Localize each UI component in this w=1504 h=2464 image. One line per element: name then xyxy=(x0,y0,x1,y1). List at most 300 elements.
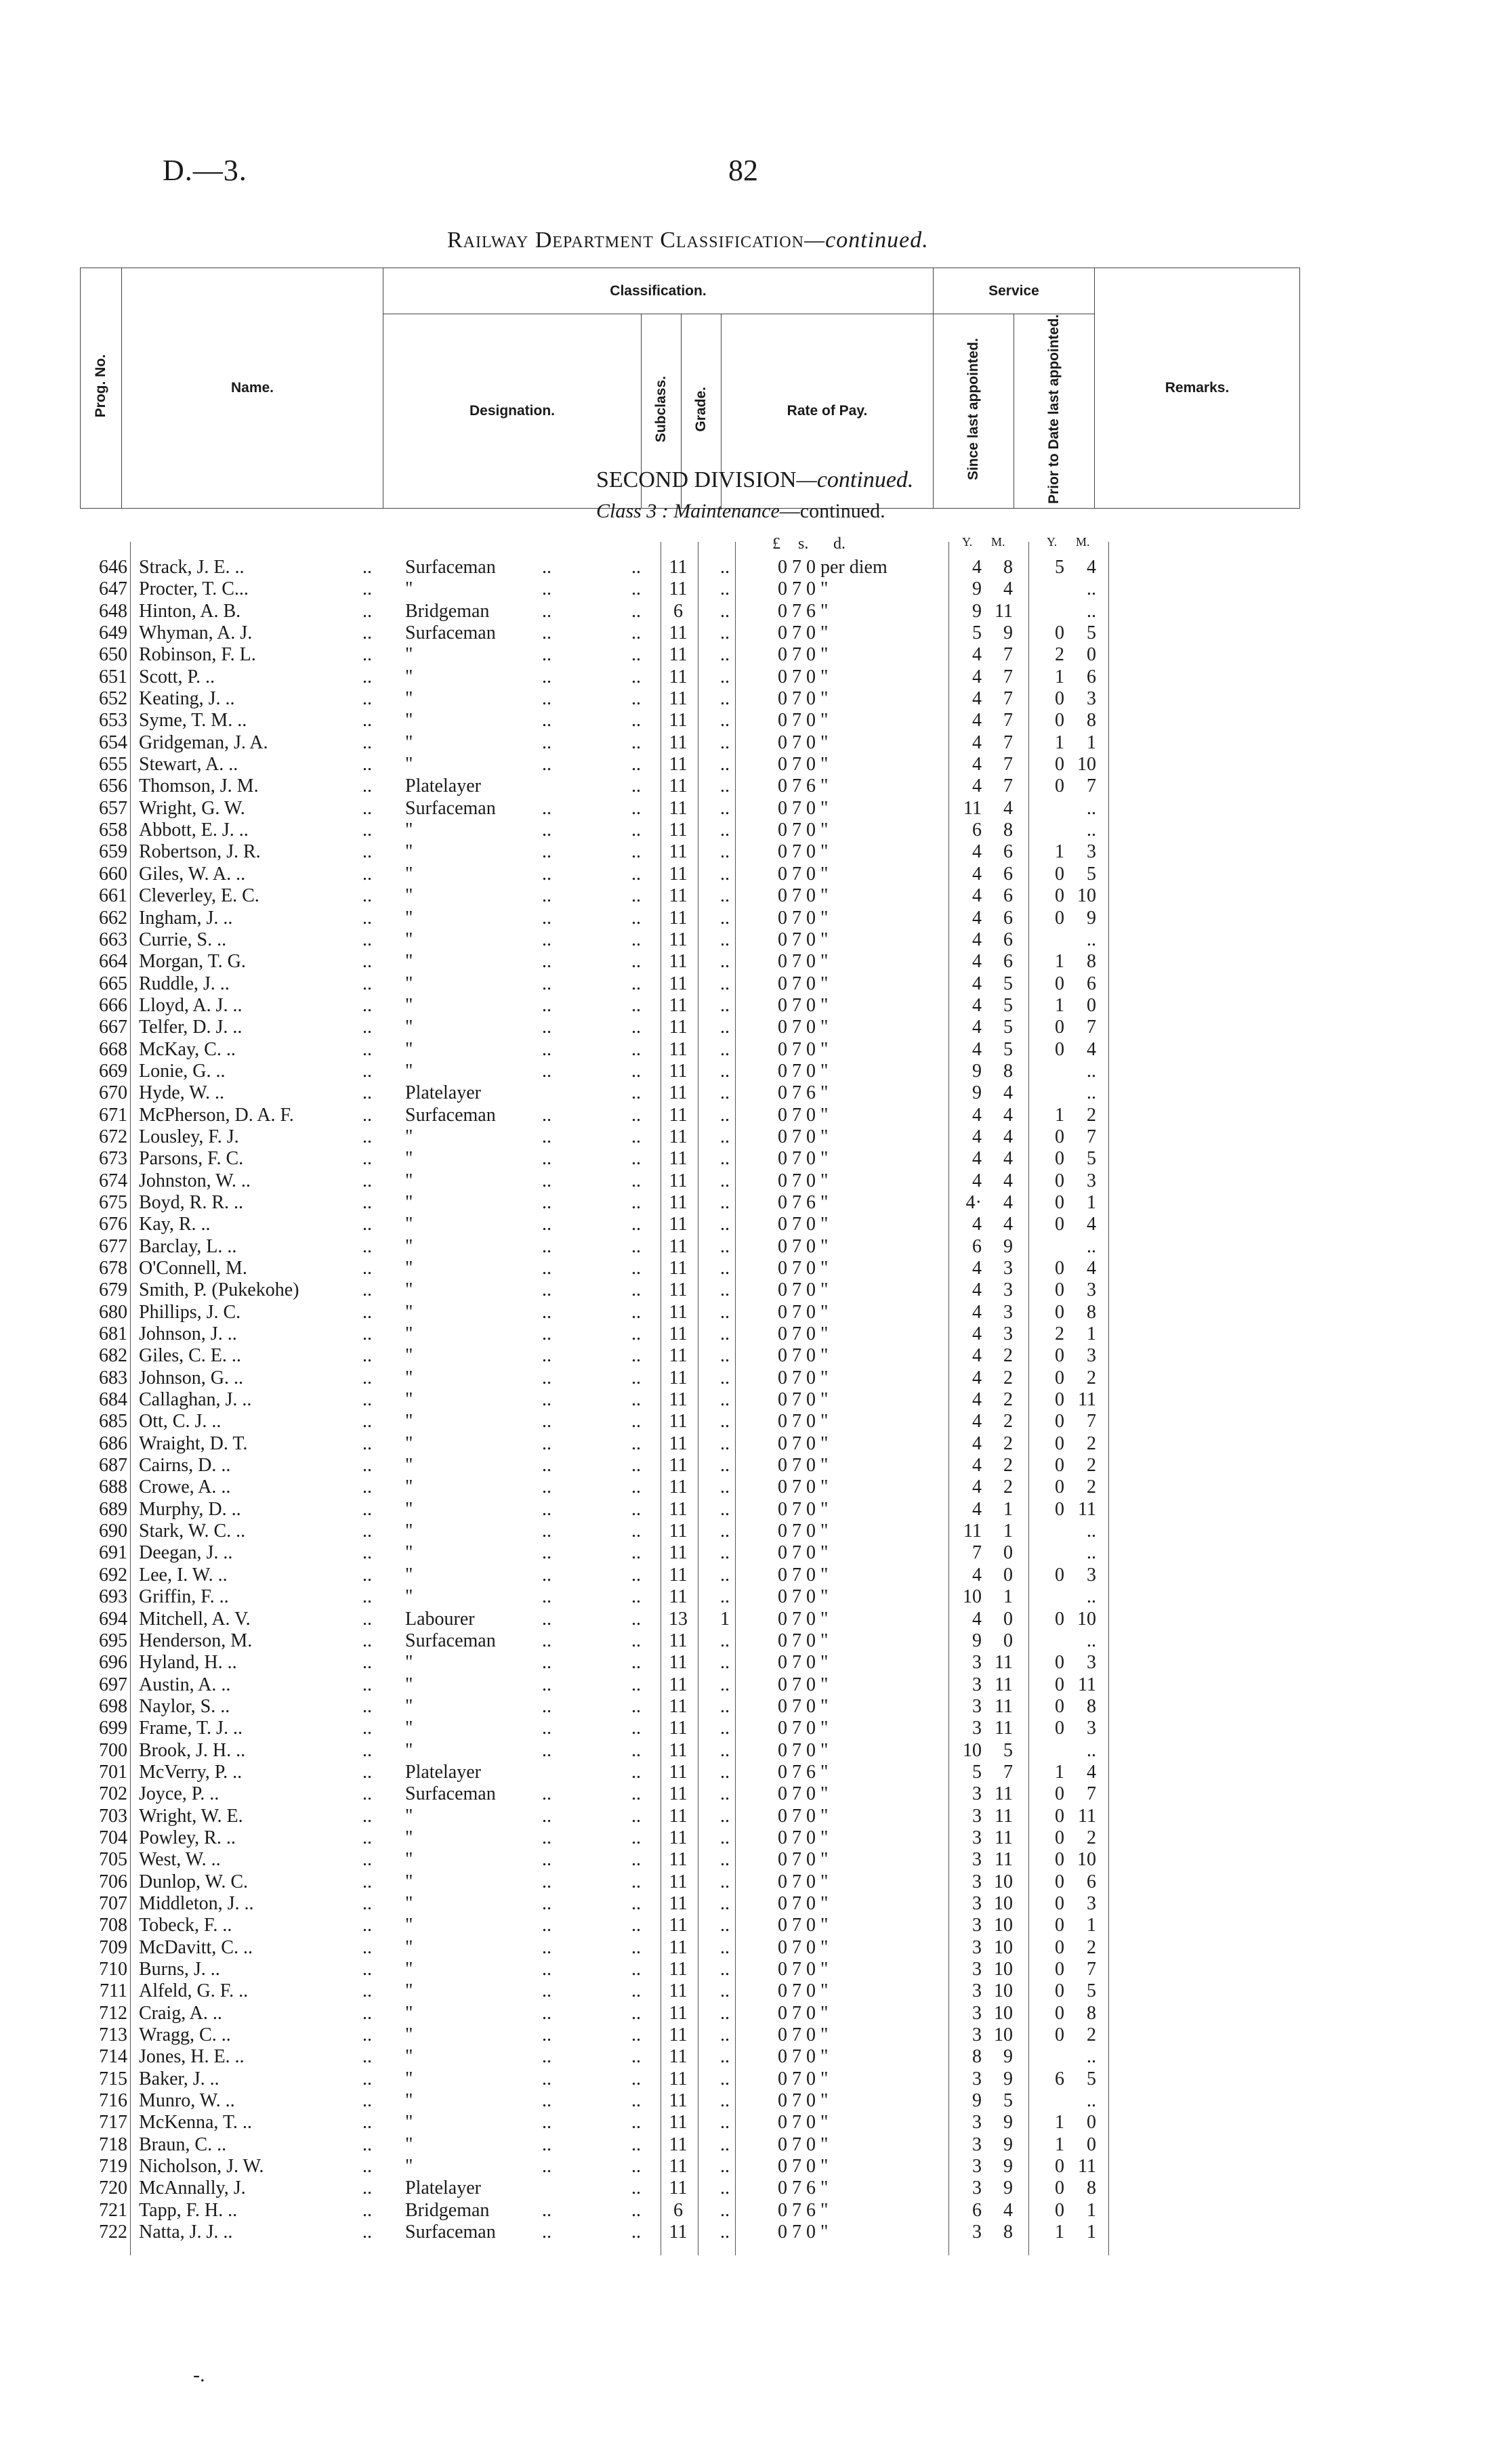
designation: " xyxy=(405,973,413,994)
subclass: 11 xyxy=(669,1345,688,1367)
grade: .. xyxy=(720,1148,730,1170)
rate-of-pay: 0 7 6 " xyxy=(778,1082,829,1104)
employee-name: Middleton, J. .. xyxy=(139,1892,254,1914)
leader-dots: .. xyxy=(362,1521,372,1542)
prior-months: 0 xyxy=(1087,644,1096,666)
grade: .. xyxy=(720,1827,730,1848)
employee-name: Hyland, H. .. xyxy=(139,1652,237,1674)
table-row xyxy=(0,1893,1504,1915)
since-years: 4 xyxy=(972,1148,982,1170)
table-row xyxy=(0,1959,1504,1980)
table-row xyxy=(0,1302,1504,1323)
table-row xyxy=(0,2200,1504,2222)
leader-dots: .. xyxy=(542,1345,551,1367)
prior-years: 0 xyxy=(1055,1849,1064,1871)
leader-dots: .. xyxy=(362,1980,372,2002)
leader-dots: .. xyxy=(542,1652,551,1674)
since-months: 10 xyxy=(994,1959,1013,1980)
employee-name: McDavitt, C. .. xyxy=(139,1936,253,1958)
leader-dots: .. xyxy=(362,1542,372,1564)
leader-dots: .. xyxy=(542,557,551,578)
leader-dots: .. xyxy=(362,2024,372,2046)
leader-dots: .. xyxy=(542,1827,551,1848)
leader-dots: .. xyxy=(362,820,372,841)
prog-no: 695 xyxy=(99,1630,127,1651)
grade: .. xyxy=(720,578,730,600)
table-row xyxy=(0,666,1504,688)
since-months: 11 xyxy=(995,1695,1013,1717)
since-years: 4 xyxy=(972,1170,982,1191)
designation: " xyxy=(405,1739,413,1761)
employee-name: Wragg, C. .. xyxy=(139,2024,231,2046)
subclass: 11 xyxy=(669,1871,688,1892)
leader-dots: .. xyxy=(631,710,641,731)
since-months: 1 xyxy=(1003,1498,1013,1520)
leader-dots: .. xyxy=(631,994,641,1016)
prog-no: 710 xyxy=(99,1959,127,1980)
subclass: 11 xyxy=(669,1367,688,1388)
since-months: 10 xyxy=(994,1915,1013,1936)
leader-dots: .. xyxy=(631,1936,641,1958)
since-months: 5 xyxy=(1003,973,1013,994)
prog-no: 683 xyxy=(99,1367,127,1388)
since-months: 9 xyxy=(1003,2178,1013,2199)
leader-dots: .. xyxy=(631,797,641,819)
leader-dots: .. xyxy=(542,1630,551,1651)
table-row xyxy=(0,1980,1504,2002)
since-years: 4 xyxy=(972,1279,982,1301)
grade: .. xyxy=(720,1564,730,1586)
table-row xyxy=(0,2222,1504,2243)
rate-of-pay: 0 7 0 " xyxy=(778,644,829,666)
prior-months: 5 xyxy=(1087,622,1096,644)
leader-dots: .. xyxy=(542,1455,551,1477)
since-years: 4 xyxy=(972,731,982,753)
prior-years: 0 xyxy=(1055,1191,1064,1213)
subclass: 11 xyxy=(669,1104,688,1126)
prior-months: .. xyxy=(1087,2090,1096,2112)
grade: .. xyxy=(720,754,730,776)
table-row xyxy=(0,1236,1504,1258)
since-years: 4 xyxy=(972,1564,982,1586)
designation: " xyxy=(405,1586,413,1608)
leader-dots: .. xyxy=(362,1170,372,1191)
leader-dots: .. xyxy=(542,929,551,950)
since-years: 4 xyxy=(972,776,982,797)
since-months: 10 xyxy=(994,1936,1013,1958)
leader-dots: .. xyxy=(362,2090,372,2112)
rate-of-pay: 0 7 6 " xyxy=(778,2178,829,2199)
leader-dots: .. xyxy=(542,2024,551,2046)
leader-dots: .. xyxy=(631,578,641,600)
rate-of-pay: 0 7 6 " xyxy=(778,600,829,622)
subclass: 11 xyxy=(669,2133,688,2155)
prog-no: 675 xyxy=(99,1191,127,1213)
grade: .. xyxy=(720,1805,730,1827)
since-years: 3 xyxy=(972,1695,982,1717)
since-years: 4 xyxy=(972,1301,982,1323)
prior-months: 3 xyxy=(1087,1564,1096,1586)
rate-of-pay: 0 7 0 " xyxy=(778,1892,829,1914)
employee-name: Abbott, E. J. .. xyxy=(139,820,249,841)
since-years: 4 xyxy=(972,863,982,885)
subclass: 11 xyxy=(669,1980,688,2002)
leader-dots: .. xyxy=(362,2156,372,2178)
subclass: 11 xyxy=(669,1892,688,1914)
prior-months: 8 xyxy=(1087,1301,1096,1323)
leader-dots: .. xyxy=(542,1367,551,1388)
leader-dots: .. xyxy=(631,1783,641,1805)
leader-dots: .. xyxy=(631,1060,641,1082)
prior-months: 8 xyxy=(1087,951,1096,973)
prior-months: 1 xyxy=(1087,731,1096,753)
leader-dots: .. xyxy=(362,2199,372,2221)
subclass: 11 xyxy=(669,1082,688,1104)
leader-dots: .. xyxy=(631,1191,641,1213)
leader-dots: .. xyxy=(362,2068,372,2089)
designation: " xyxy=(405,863,413,885)
leader-dots: .. xyxy=(362,1060,372,1082)
since-years: 4 xyxy=(972,1389,982,1411)
leader-dots: .. xyxy=(542,1739,551,1761)
leader-dots: .. xyxy=(542,2156,551,2178)
prog-no: 693 xyxy=(99,1586,127,1608)
subclass: 11 xyxy=(669,1498,688,1520)
designation: " xyxy=(405,1849,413,1871)
leader-dots: .. xyxy=(542,1695,551,1717)
rate-of-pay: 0 7 0 " xyxy=(778,622,829,644)
employee-name: O'Connell, M. xyxy=(139,1258,247,1279)
prog-no: 665 xyxy=(99,973,127,994)
since-years: 3 xyxy=(972,2222,982,2243)
grade: .. xyxy=(720,1323,730,1345)
grade: .. xyxy=(720,1235,730,1257)
prog-no: 689 xyxy=(99,1498,127,1520)
subclass: 11 xyxy=(669,776,688,797)
leader-dots: .. xyxy=(631,1214,641,1235)
grade: .. xyxy=(720,863,730,885)
leader-dots: .. xyxy=(542,1214,551,1235)
leader-dots: .. xyxy=(631,841,641,863)
designation: " xyxy=(405,1170,413,1191)
employee-name: Robertson, J. R. xyxy=(139,841,261,863)
grade: .. xyxy=(720,600,730,622)
subclass: 11 xyxy=(669,841,688,863)
since-years: 4 xyxy=(972,557,982,578)
subclass: 11 xyxy=(669,1235,688,1257)
since-months: 4 xyxy=(1003,578,1013,600)
since-months: 6 xyxy=(1003,885,1013,907)
designation: " xyxy=(405,1323,413,1345)
table-row xyxy=(0,1433,1504,1455)
employee-name: Craig, A. .. xyxy=(139,2002,222,2024)
since-months: 4 xyxy=(1003,1170,1013,1191)
leader-dots: .. xyxy=(362,1761,372,1783)
since-months: 9 xyxy=(1003,2156,1013,2178)
leader-dots: .. xyxy=(362,1279,372,1301)
grade: .. xyxy=(720,1674,730,1695)
subclass: 11 xyxy=(669,1455,688,1477)
since-months: 10 xyxy=(994,1892,1013,1914)
since-months: 6 xyxy=(1003,907,1013,929)
grade: .. xyxy=(720,1389,730,1411)
prog-no: 694 xyxy=(99,1608,127,1630)
rate-of-pay: 0 7 0 " xyxy=(778,1915,829,1936)
designation: " xyxy=(405,994,413,1016)
grade: .. xyxy=(720,1652,730,1674)
designation: Surfaceman xyxy=(405,1630,496,1651)
leader-dots: .. xyxy=(631,1148,641,1170)
grade: .. xyxy=(720,2199,730,2221)
leader-dots: .. xyxy=(631,1564,641,1586)
leader-dots: .. xyxy=(362,1936,372,1958)
designation: " xyxy=(405,907,413,929)
header-subclass: Subclass. xyxy=(642,314,682,509)
rate-of-pay: 0 7 0 " xyxy=(778,1258,829,1279)
prog-no: 679 xyxy=(99,1279,127,1301)
subclass: 11 xyxy=(669,929,688,950)
since-years: 3 xyxy=(972,1805,982,1827)
designation: Platelayer xyxy=(405,2178,481,2199)
rate-of-pay: 0 7 0 " xyxy=(778,797,829,819)
prior-years: 1 xyxy=(1055,2112,1064,2133)
employee-name: Smith, P. (Pukekohe) xyxy=(139,1279,299,1301)
employee-name: Griffin, F. .. xyxy=(139,1586,229,1608)
since-years: 4 xyxy=(972,1455,982,1477)
prior-months: 9 xyxy=(1087,907,1096,929)
grade: .. xyxy=(720,1082,730,1104)
rate-of-pay: 0 7 0 " xyxy=(778,1980,829,2002)
grade: .. xyxy=(720,1191,730,1213)
since-years: 4 xyxy=(972,710,982,731)
since-months: 9 xyxy=(1003,2133,1013,2155)
table-row xyxy=(0,1630,1504,1652)
prog-no: 662 xyxy=(99,907,127,929)
rate-of-pay: 0 7 0 " xyxy=(778,951,829,973)
table-row xyxy=(0,1367,1504,1389)
leader-dots: .. xyxy=(542,1959,551,1980)
leader-dots: .. xyxy=(631,1345,641,1367)
unit-months-2: M. xyxy=(1076,535,1090,549)
since-months: 3 xyxy=(1003,1258,1013,1279)
leader-dots: .. xyxy=(362,2222,372,2243)
designation: " xyxy=(405,1871,413,1892)
since-years: 3 xyxy=(972,1980,982,2002)
since-years: 10 xyxy=(963,1586,982,1608)
prior-months: 5 xyxy=(1087,2068,1096,2089)
since-years: 7 xyxy=(972,1542,982,1564)
designation: " xyxy=(405,1301,413,1323)
prog-no: 667 xyxy=(99,1017,127,1038)
leader-dots: .. xyxy=(542,644,551,666)
prog-no: 652 xyxy=(99,688,127,710)
table-row xyxy=(0,1849,1504,1871)
header-since-last-appointed: Since last appointed. xyxy=(934,314,1014,509)
prior-months: 3 xyxy=(1087,688,1096,710)
designation: " xyxy=(405,1279,413,1301)
since-months: 7 xyxy=(1003,1761,1013,1783)
prior-months: 5 xyxy=(1087,1148,1096,1170)
grade: .. xyxy=(720,731,730,753)
prog-no: 709 xyxy=(99,1936,127,1958)
since-years: 9 xyxy=(972,578,982,600)
grade: .. xyxy=(720,1761,730,1783)
since-months: 7 xyxy=(1003,710,1013,731)
leader-dots: .. xyxy=(631,1170,641,1191)
leader-dots: .. xyxy=(542,1038,551,1060)
leader-dots: .. xyxy=(362,1345,372,1367)
prior-years: 0 xyxy=(1055,688,1064,710)
prog-no: 716 xyxy=(99,2090,127,2112)
prog-no: 692 xyxy=(99,1564,127,1586)
grade: .. xyxy=(720,2068,730,2089)
prior-months: 2 xyxy=(1087,1104,1096,1126)
since-years: 9 xyxy=(972,1630,982,1651)
designation: Platelayer xyxy=(405,1082,481,1104)
since-years: 4 xyxy=(972,1104,982,1126)
table-row xyxy=(0,1148,1504,1170)
prog-no: 721 xyxy=(99,2199,127,2221)
leader-dots: .. xyxy=(362,1739,372,1761)
prog-no: 668 xyxy=(99,1038,127,1060)
prior-years: 1 xyxy=(1055,1761,1064,1783)
prior-months: 7 xyxy=(1087,1126,1096,1147)
prior-months: 6 xyxy=(1087,666,1096,687)
table-row xyxy=(0,1740,1504,1762)
table-row xyxy=(0,1389,1504,1411)
designation: " xyxy=(405,1542,413,1564)
leader-dots: .. xyxy=(362,731,372,753)
prog-no: 653 xyxy=(99,710,127,731)
rate-of-pay: 0 7 0 " xyxy=(778,688,829,710)
leader-dots: .. xyxy=(631,907,641,929)
prior-years: 5 xyxy=(1055,557,1064,578)
rate-of-pay: 0 7 0 per diem xyxy=(778,557,887,578)
rate-of-pay: 0 7 0 " xyxy=(778,1455,829,1477)
leader-dots: .. xyxy=(631,1959,641,1980)
table-row xyxy=(0,732,1504,754)
designation: " xyxy=(405,1017,413,1038)
prior-years: 0 xyxy=(1055,1258,1064,1279)
subclass: 6 xyxy=(673,2199,683,2221)
leader-dots: .. xyxy=(362,1608,372,1630)
employee-name: Johnson, J. .. xyxy=(139,1323,237,1345)
since-months: 6 xyxy=(1003,863,1013,885)
page-title xyxy=(447,228,929,253)
rate-of-pay: 0 7 0 " xyxy=(778,2222,829,2243)
rate-of-pay: 0 7 0 " xyxy=(778,1783,829,1805)
leader-dots: .. xyxy=(362,1871,372,1892)
table-row xyxy=(0,2134,1504,2156)
since-months: 0 xyxy=(1003,1564,1013,1586)
since-years: 4 xyxy=(972,1017,982,1038)
since-months: 2 xyxy=(1003,1367,1013,1388)
designation: " xyxy=(405,1258,413,1279)
prior-months: 2 xyxy=(1087,1367,1096,1388)
leader-dots: .. xyxy=(542,731,551,753)
prog-no: 678 xyxy=(99,1258,127,1279)
designation: " xyxy=(405,1805,413,1827)
prior-years: 0 xyxy=(1055,1367,1064,1388)
prior-years: 1 xyxy=(1055,2133,1064,2155)
since-months: 2 xyxy=(1003,1477,1013,1498)
employee-name: Giles, W. A. .. xyxy=(139,863,246,885)
prior-years: 0 xyxy=(1055,973,1064,994)
employee-name: Lloyd, A. J. .. xyxy=(139,994,243,1016)
leader-dots: .. xyxy=(542,1279,551,1301)
rate-of-pay: 0 7 0 " xyxy=(778,2156,829,2178)
leader-dots: .. xyxy=(631,1739,641,1761)
table-row xyxy=(0,2090,1504,2112)
subclass: 11 xyxy=(669,951,688,973)
rate-of-pay: 0 7 0 " xyxy=(778,1214,829,1235)
leader-dots: .. xyxy=(542,1936,551,1958)
rate-of-pay: 0 7 0 " xyxy=(778,1630,829,1651)
prog-no: 664 xyxy=(99,951,127,973)
grade: .. xyxy=(720,1301,730,1323)
since-years: 4 xyxy=(972,1608,982,1630)
rate-of-pay: 0 7 0 " xyxy=(778,1477,829,1498)
unit-pence: d. xyxy=(833,535,845,553)
since-years: 3 xyxy=(972,1674,982,1695)
table-row xyxy=(0,1082,1504,1104)
subclass: 11 xyxy=(669,1432,688,1454)
since-years: 6 xyxy=(972,1235,982,1257)
since-years: 4 xyxy=(972,973,982,994)
subclass: 11 xyxy=(669,907,688,929)
table-row xyxy=(0,2068,1504,2090)
table-row xyxy=(0,1192,1504,1214)
rate-of-pay: 0 7 0 " xyxy=(778,1038,829,1060)
leader-dots: .. xyxy=(542,1498,551,1520)
leader-dots: .. xyxy=(542,710,551,731)
designation: Platelayer xyxy=(405,776,481,797)
designation: " xyxy=(405,1411,413,1432)
table-row xyxy=(0,1652,1504,1674)
table-row xyxy=(0,1696,1504,1718)
since-months: 4 xyxy=(1003,1126,1013,1147)
leader-dots: .. xyxy=(362,1455,372,1477)
leader-dots: .. xyxy=(542,1258,551,1279)
rate-of-pay: 0 7 0 " xyxy=(778,1586,829,1608)
title-suffix: —continued. xyxy=(803,228,929,253)
prior-months: .. xyxy=(1087,1060,1096,1082)
table-row xyxy=(0,1061,1504,1082)
subclass: 11 xyxy=(669,1521,688,1542)
leader-dots: .. xyxy=(362,907,372,929)
designation: " xyxy=(405,2112,413,2133)
since-months: 0 xyxy=(1003,1630,1013,1651)
subclass: 11 xyxy=(669,1695,688,1717)
leader-dots: .. xyxy=(631,1871,641,1892)
subclass: 11 xyxy=(669,2178,688,2199)
header-designation: Designation. xyxy=(383,314,642,509)
prog-no: 681 xyxy=(99,1323,127,1345)
since-years: 4 xyxy=(972,1432,982,1454)
leader-dots: .. xyxy=(362,2002,372,2024)
prior-years: 0 xyxy=(1055,1170,1064,1191)
prior-years: 0 xyxy=(1055,1038,1064,1060)
designation: " xyxy=(405,1959,413,1980)
since-years: 4 xyxy=(972,1323,982,1345)
leader-dots: .. xyxy=(631,863,641,885)
grade: .. xyxy=(720,1915,730,1936)
prior-years: 0 xyxy=(1055,2178,1064,2199)
rate-of-pay: 0 7 0 " xyxy=(778,1432,829,1454)
subclass: 11 xyxy=(669,1323,688,1345)
leader-dots: .. xyxy=(631,2002,641,2024)
leader-dots: .. xyxy=(542,1915,551,1936)
